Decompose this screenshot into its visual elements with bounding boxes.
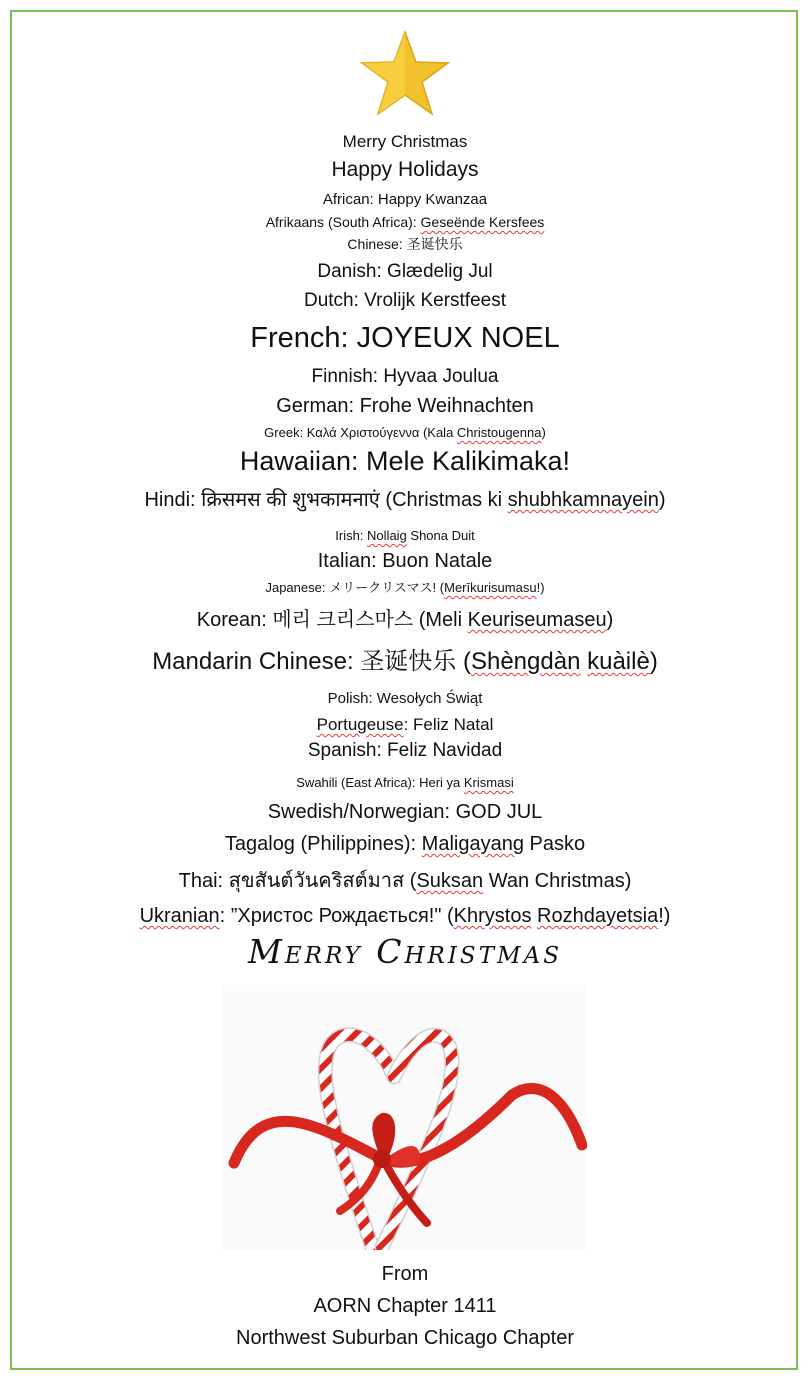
greeting-african: African: Happy Kwanzaa — [322, 191, 488, 208]
greeting-greek: Greek: Καλά Χριστούγεννα (Kala Christougenna) — [264, 425, 546, 440]
greeting-thai: Thai: สุขสันต์วันคริสต์มาส (Suksan Wan Christmas) — [178, 870, 632, 892]
greeting-german: German: Frohe Weihnachten — [276, 395, 534, 417]
greeting-ukrainian: Ukranian: ”Христос Рождається!" (Khrystos Rozhdayetsia!) — [139, 905, 671, 927]
greeting-irish: Irish: Nollaig Shona Duit — [335, 528, 475, 543]
greeting-swahili: Swahili (East Africa): Heri ya Krismasi — [296, 775, 514, 790]
greeting-hawaiian: Hawaiian: Mele Kalikimaka! — [239, 446, 571, 476]
greeting-spanish: Spanish: Feliz Navidad — [307, 740, 503, 761]
greeting-dutch: Dutch: Vrolijk Kerstfeest — [303, 290, 507, 311]
greeting-french: French: JOYEUX NOEL — [250, 322, 560, 354]
greeting-polish: Polish: Wesołych Świąt — [327, 690, 483, 707]
greeting-swedish-norwegian: Swedish/Norwegian: GOD JUL — [267, 801, 543, 823]
star-icon — [360, 30, 450, 116]
greeting-chinese: Chinese: 圣诞快乐 — [347, 236, 463, 252]
greeting-portuguese: Portugeuse: Feliz Natal — [316, 715, 494, 734]
greeting-danish: Danish: Glædelig Jul — [317, 261, 493, 282]
footer-subchapter: Northwest Suburban Chicago Chapter — [236, 1327, 574, 1349]
greeting-japanese: Japanese: メリークリスマス! (Merīkurisumasu!) — [265, 580, 545, 595]
greeting-tagalog: Tagalog (Philippines): Maligayang Pasko — [224, 833, 586, 855]
greeting-afrikaans: Afrikaans (South Africa): Geseënde Kersfees — [265, 214, 545, 230]
footer-from: From — [381, 1263, 429, 1285]
greeting-hindi: Hindi: क्रिसमस की शुभकामनाएं (Christmas ki shubhkamnayein) — [144, 489, 666, 511]
greeting-merry-christmas: Merry Christmas — [342, 132, 468, 151]
greeting-happy-holidays: Happy Holidays — [331, 158, 479, 181]
greeting-mandarin: Mandarin Chinese: 圣诞快乐 (Shèngdàn kuàilè) — [152, 648, 658, 675]
footer-chapter: AORN Chapter 1411 — [313, 1295, 497, 1317]
greeting-korean: Korean: 메리 크리스마스 (Meli Keuriseumaseu) — [196, 609, 614, 631]
candy-cane-heart-image — [222, 985, 587, 1250]
script-heading: Merry Christmas — [248, 932, 562, 971]
greeting-italian: Italian: Buon Natale — [317, 550, 493, 572]
greeting-finnish: Finnish: Hyvaa Joulua — [311, 366, 499, 387]
